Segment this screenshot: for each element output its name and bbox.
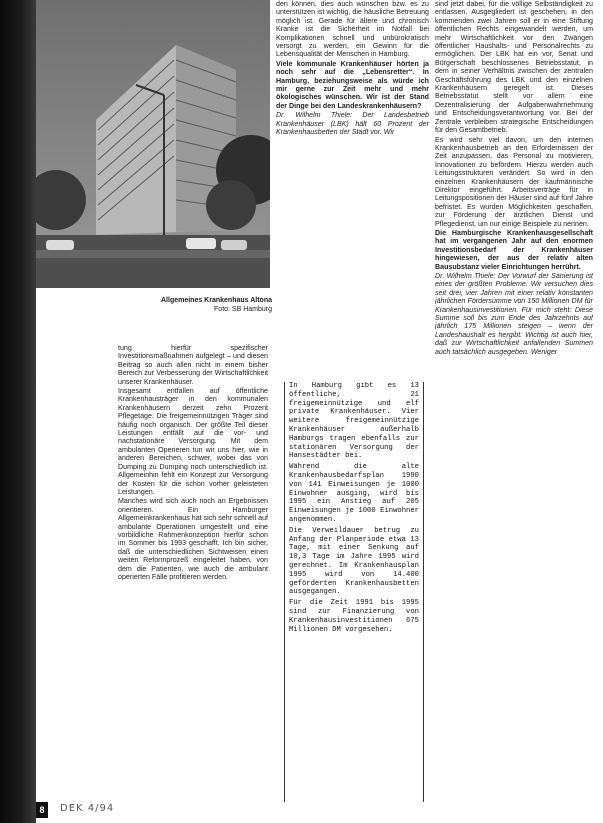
info-paragraph: In Hamburg gibt es 13 öffentliche, 21 freigemeinnützige und elf private Krankenhäuser. Vier weitere freigemeinnützige Krankenhäuser außerhalb Hamburgs tragen ebenfalls zur stationären Versorgung der Hansestädter bei.: [289, 382, 419, 461]
question-paragraph: Viele kommunale Krankenhäuser hörten ja noch sehr auf die „Lebensretter“. In Hamburg, beziehungsweise als würde ich mir gerne zur Zeit mehr und mehr ökologisches wünschen. Wir ist der Stand der Dinge bei den Landeskrankenhäusern?: [276, 59, 429, 110]
question-paragraph: Die Hamburgische Krankenhausgesellschaft hat im vergangenen Jahr auf den enormen Investitionsbedarf der Krankenhäuser hingewiesen, der aus der relativ alten Bausubstanz vieler Einrichtungen herrührt.: [435, 228, 593, 271]
paragraph: sind jetzt dabei, für die völlige Selbständigkeit zu entlassen. Ausgegliedert ist geschehen, in den kommenden zwei Jahren soll er in eine Stiftung öffentlichen Rechts eingewandelt werden, um mehr Wirtschaftlichkeit vor den Zwängen öffentlicher Haushalts- und Personalrechts zu ermöglichen. Der LBK hat ein vor, Senat und Bürgerschaft beschlossenes Betriebsstatut, in dem in seiner Verhältnis zwischen der zentralen Geschäftsführung des LBK und den einzelnen Krankenhäusern geregelt ist. Dieses Betriebsstatut stellt vor allem eine Dezentralisierung der Aufgabenwahrnehmung und Entscheidungsverantwortung vor. Bei der Zentrale verbleiben strategische Entscheidungen für den Gesamtbetrieb.: [435, 0, 593, 135]
info-paragraph: Für die Zeit 1991 bis 1995 sind zur Finanzierung von Krankenhausinvestitionen 675 Millionen DM vorgesehen.: [289, 599, 419, 634]
photo-caption: [122, 296, 272, 314]
hospital-building-image: [36, 0, 270, 288]
paragraph: Insgesamt entfallen auf öffentliche Krankenhausträger in den kommunalen Krankenhäusern derzeit zehn Prozent Pflegetage. Die freigemeinnützigen Träger sind häufig noch organisch. Der größte Teil dieser Leistungen entfällt auf die vor- und nachstationäre Versorgung. Mit dem ambulanten Operieren tun wir uns hier, wie in anderen Bereichen, schwer, wobei das von Dumping zu Dumping noch unterschiedlich ist. Allgemeinhin fehlt ein Konzept zur Versorgung der Kosten für die schon vorher geleisteten Leistungen.: [118, 387, 268, 496]
page-footer: [36, 800, 146, 820]
answer-paragraph: Dr. Wilhelm Thiele: Der Vorwurf der Sanierung ist eines der größten Probleme. Wir versuchen dies seit drei, vier Jahren mit einer relativ konstanten jährlichen Fördersumme von 150 Millionen DM für Krankenhausinvestitionen. Für mich steht: Diese Summe soll bis zum Ende des Jahrzehnts auf jährlich 175 Millionen steigen – wenn der Landeshaushalt es hergibt. Wichtig ist auch hier, daß zur Wirtschaftlichkeit anfallenden Summen auch tatsächlich ausgegeben. Weniger: [435, 272, 593, 356]
magazine-issue: DEK 4/94: [60, 803, 115, 814]
caption-title: Allgemeines Krankenhaus Altona: [161, 297, 272, 304]
paragraph: den können, dies auch wünschen bzw. es zu unterstützen ist wichtig, die häusliche Betreuung möglich ist. Gerade für ältere und chronisch Kranke ist die Sicherheit im Notfall bei Komplikationen schnell und unbürokratisch versorgt zu werden, ein Gewinn für die Lebensqualität der Menschen in Hamburg.: [276, 0, 429, 59]
paragraph: tung hierfür spezifischer Investitionsmaßnahmen aufgelegt – und diesen Beitrag so auch allen nicht in einem bisher Bereich zur Verbesserung der Wirtschaftlichkeit unserer Krankenhäuser.: [118, 344, 268, 386]
text-column-left: [118, 344, 268, 796]
page-number: 8: [36, 802, 48, 818]
info-paragraph: Während die alte Krankenhausbedarfsplan 1990 von 141 Einweisungen je 1000 Einwohner ausging, wird bis 1995 ein Anstieg auf 205 Einweisungen je 1000 Einwohner angenommen.: [289, 463, 419, 524]
paragraph: Es wird sehr viel davon, um den internen Krankenhausbetrieb an den Erfordernissen der Zeit anzupassen, das Personal zu motivieren, Innovationen zu befördern. Hierzu werden auch Leitungsstrukturen verändert. So wird in den einzelnen Krankenhäusern der kaufmännische Direktor eingeführt. Arbeitsverträge für in Leitungspositionen der Häuser sind auf fünf Jahre befristet. Es wurden Möglichkeiten geschaffen, zur Förderung der ärztlichen Dienst und Pflegedienst, um nur einige Beispiele zu nennen.: [435, 135, 593, 228]
text-column-middle: [276, 0, 429, 380]
info-paragraph: Die Verweildauer betrug zu Anfang der Planperiode etwa 13 Tage, mit einer Senkung auf 10,3 Tage im Jahre 1995 wird gerechnet. Im Krankenhausplan 1995 wird von 14.400 geförderten Krankenhausbetten ausgegangen.: [289, 526, 419, 597]
info-box: [284, 382, 424, 802]
text-column-right: [435, 0, 593, 812]
hospital-photo: [36, 0, 270, 288]
caption-credit: Foto: SB Hamburg: [214, 306, 272, 313]
answer-paragraph: Dr. Wilhelm Thiele: Der Landesbetrieb Krankenhäuser (LBK) hält 60 Prozent der Krankenhausbetten der Stadt vor. Wir: [276, 111, 429, 137]
paragraph: Manches wird sich auch noch an Ergebnissen orientieren. Ein Hamburger Allgemeinkrankenhaus hat sich sehr schnell auf ambulante Operationen umgestellt und eine vorbildliche Rahmenkonzeption hierfür schon im Sommer bis 1993 geschafft. Ich bin sicher, daß die unterschiedlichen Sichtweisen einen weiten Reformprozeß eingeleitet haben, von dem die Patienten, wie auch die ambulant operierten Fälle profitieren werden.: [118, 497, 268, 581]
scan-edge: [0, 0, 36, 823]
